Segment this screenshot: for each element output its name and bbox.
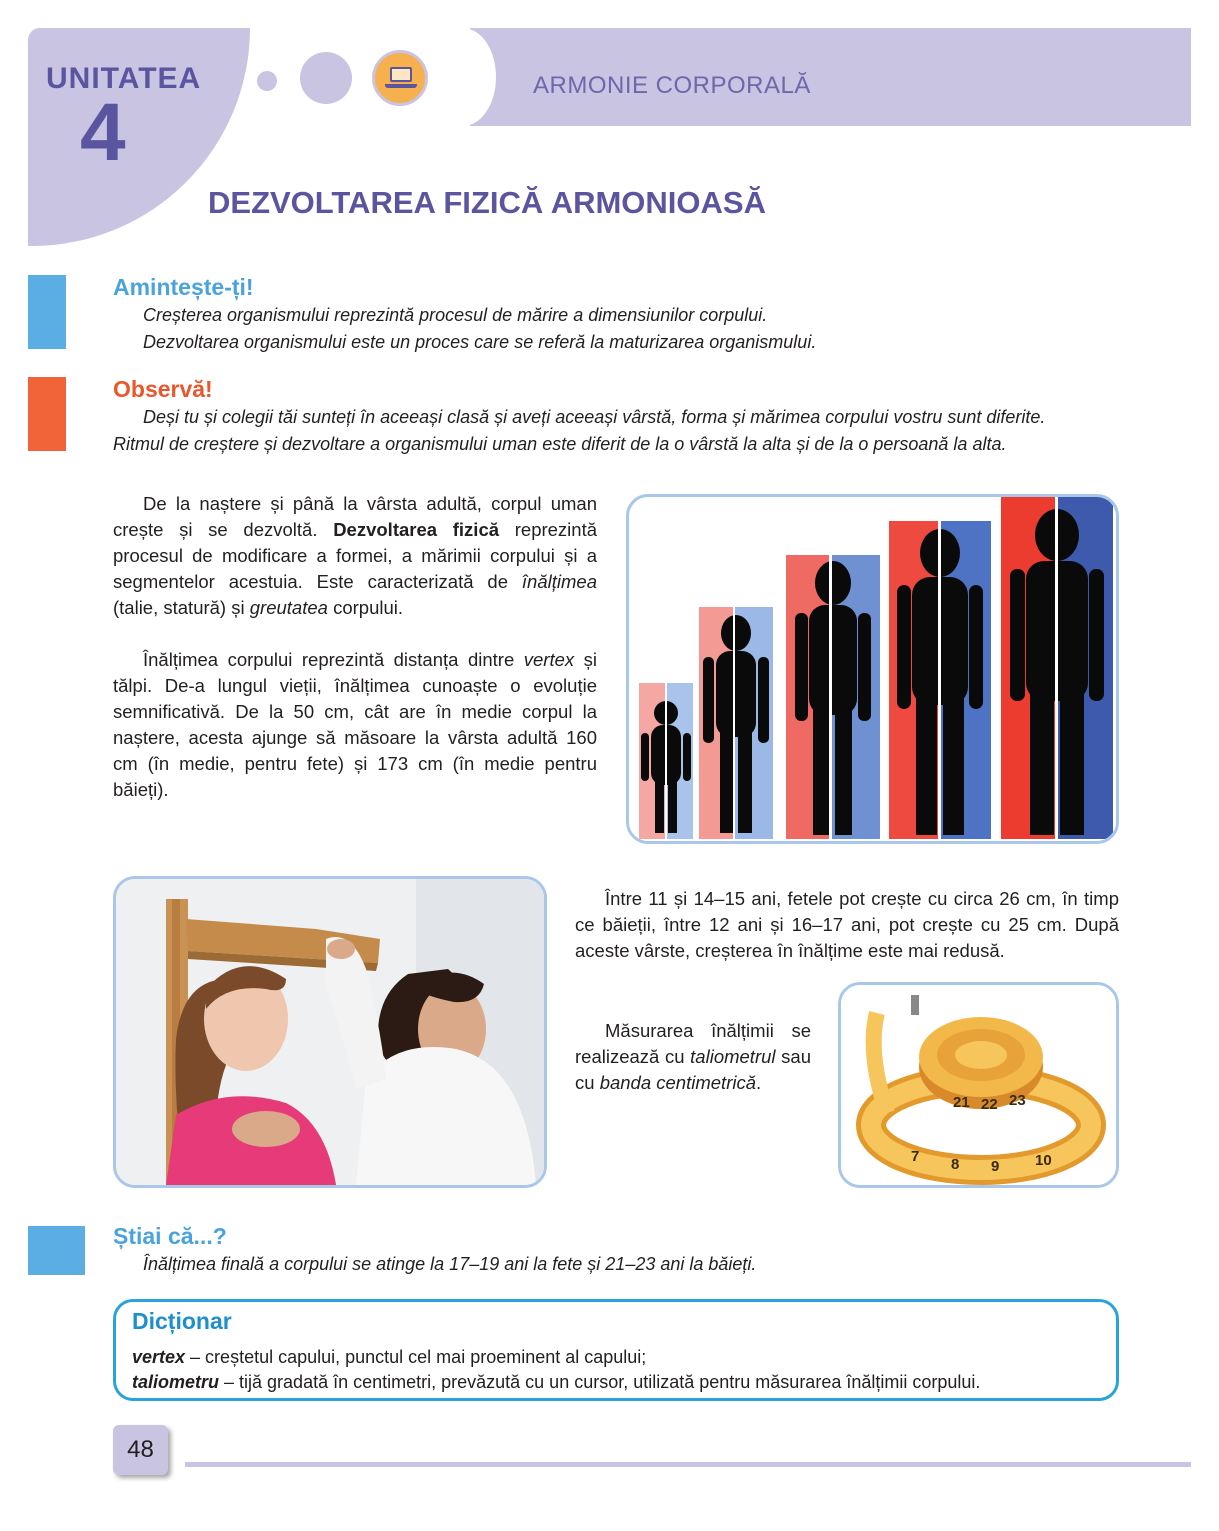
remember-marker xyxy=(28,275,66,349)
dictionary-title: Dicționar xyxy=(132,1308,232,1334)
page-number: 48 xyxy=(113,1425,168,1475)
decor-dot-small xyxy=(257,71,277,91)
tape-measure-illustration xyxy=(841,985,1116,1185)
footer-line xyxy=(185,1462,1191,1467)
observe-line-1: Deși tu și colegii tăi sunteți în aceeași clasă și aveți aceeași vârstă, forma și mărimea corpului vostru sunt diferite. xyxy=(143,407,1046,427)
dictionary-entry-taliometru: taliometru – tijă gradată în centimetri, prevăzută cu un cursor, utilizată pentru măsurarea înălțimii corpului. xyxy=(132,1372,981,1392)
intro-paragraph-1: De la naștere și până la vârsta adultă, corpul uman crește și se dezvoltă. Dezvoltarea fizică reprezintă procesul de modificare a formei, a mărimii corpului și a segmentelor acestuia. Este caracterizată de înălțimea (talie, statură) și greutatea corpului. xyxy=(113,493,598,618)
tape-number-8: 8 xyxy=(951,1156,960,1173)
tape-number-7: 7 xyxy=(911,1148,920,1165)
tape-number-9: 9 xyxy=(991,1158,1000,1175)
doctor-measuring-child-illustration xyxy=(116,879,544,1185)
lesson-title: DEZVOLTAREA FIZICĂ ARMONIOASĂ xyxy=(208,185,766,220)
tape-number-22: 22 xyxy=(981,1096,998,1113)
remember-title: Amintește-ți! xyxy=(113,274,254,300)
growth-silhouettes-image xyxy=(626,494,1119,844)
observe-title: Observă! xyxy=(113,376,213,402)
decor-dot-big xyxy=(300,52,352,104)
didyouknow-title: Știai că...? xyxy=(113,1223,227,1249)
tape-measure-image xyxy=(838,982,1119,1188)
observe-marker xyxy=(28,377,66,451)
intro-paragraph-2: Înălțimea corpului reprezintă distanța dintre vertex și tălpi. De-a lungul vieții, înălțimea cunoaște o evoluție semnificativă. De la 50 cm, cât are în medie corpul la naștere, acesta ajunge să măsoare la vârsta adultă 160 cm (în medie, pentru fete) și 173 cm (în medie pentru băieți). xyxy=(113,649,598,800)
unit-number: 4 xyxy=(80,87,126,178)
remember-line-2: Dezvoltarea organismului este un proces care se referă la maturizarea organismului. xyxy=(143,332,817,352)
growth-silhouettes-illustration xyxy=(629,497,1116,841)
unit-label: UNITATEA xyxy=(46,62,202,95)
laptop-icon xyxy=(372,50,428,106)
height-measurement-photo xyxy=(113,876,547,1188)
dictionary-entry-vertex: vertex – creștetul capului, punctul cel mai proeminent al capului; xyxy=(132,1347,647,1367)
dictionary-box xyxy=(113,1299,1119,1401)
header-band-cap xyxy=(430,28,496,126)
didyouknow-text: Înălțimea finală a corpului se atinge la 17–19 ani la fete și 21–23 ani la băieți. xyxy=(143,1254,757,1274)
growth-text: Între 11 și 14–15 ani, fetele pot crește cu circa 26 cm, în timp ce băieții, între 12 ani și 16–17 ani, pot crește cu 25 cm. După aceste vârste, creșterea în înălțime este mai redusă. xyxy=(575,888,1119,961)
intro-text xyxy=(113,491,597,803)
remember-line-1: Creșterea organismului reprezintă procesul de mărire a dimensiunilor corpului. xyxy=(143,305,768,325)
tape-number-10: 10 xyxy=(1035,1152,1052,1169)
tape-number-21: 21 xyxy=(953,1094,970,1111)
tape-number-23: 23 xyxy=(1009,1092,1026,1109)
measure-text: Măsurarea înălțimii se realizează cu taliometrul sau cu banda centimetrică. xyxy=(575,1020,811,1093)
observe-line-2: Ritmul de creștere și dezvoltare a organismului uman este diferit de la o vârstă la alta și de la o persoană la alta. xyxy=(113,434,1007,454)
chapter-title: ARMONIE CORPORALĂ xyxy=(533,72,811,99)
didyouknow-marker xyxy=(28,1226,85,1275)
term-dezvoltare-fizica: Dezvoltarea fizică xyxy=(333,519,500,540)
